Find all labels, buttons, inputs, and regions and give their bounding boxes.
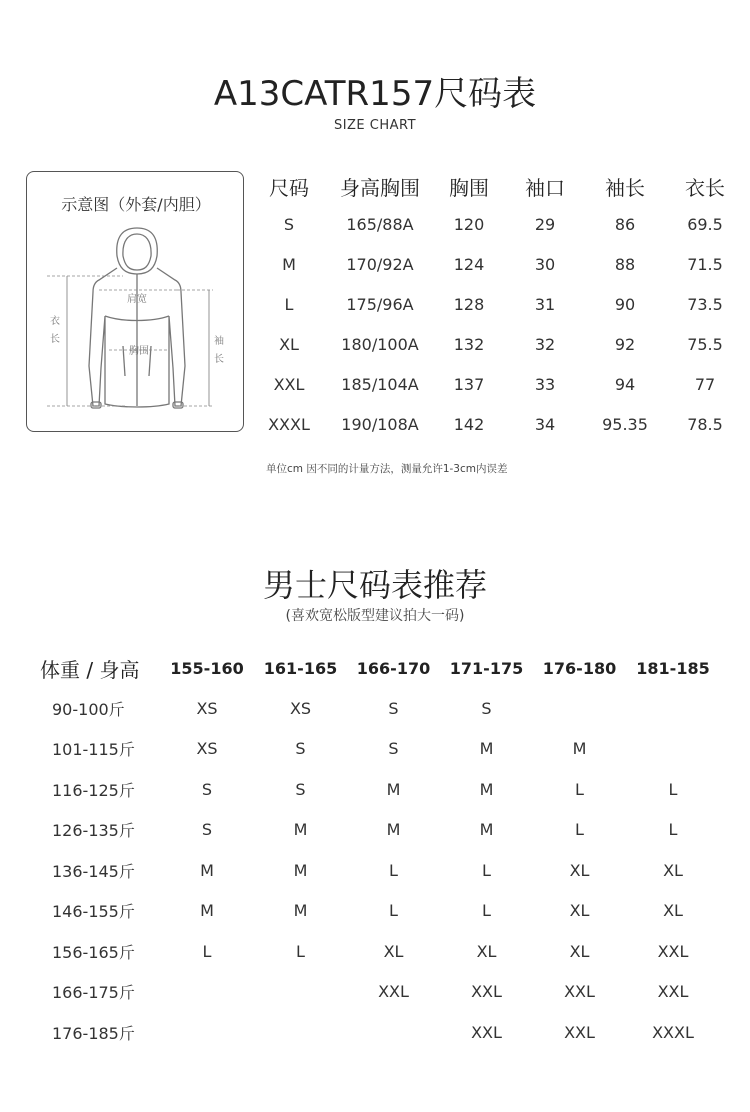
table-row <box>34 891 720 932</box>
spec-header-cell: 尺码 <box>269 175 309 200</box>
size-cell <box>347 1012 440 1053</box>
weight-row-header: 156-165斤 <box>52 942 135 962</box>
weight-row-header: 90-100斤 <box>52 699 125 719</box>
page-title: A13CATR157尺码表 <box>213 74 537 114</box>
size-cell: M <box>200 860 214 880</box>
weight-row-header: 116-125斤 <box>52 780 135 800</box>
height-column-header: 161-165 <box>263 658 338 678</box>
size-cell: XL <box>663 901 683 921</box>
sleeve-label-2: 长 <box>214 354 224 365</box>
weight-row-header: 166-175斤 <box>52 983 135 1003</box>
spec-cell: 32 <box>534 334 556 354</box>
size-cell <box>626 688 720 729</box>
size-cell: XS <box>196 698 218 718</box>
spec-cell: 33 <box>534 374 556 394</box>
spec-cell: 88 <box>614 254 636 274</box>
spec-cell: 90 <box>614 294 636 314</box>
recommend-title: 男士尺码表推荐 <box>262 566 487 604</box>
size-spec-table <box>252 168 746 444</box>
table-row <box>34 850 720 891</box>
shoulder-label: 肩宽 <box>127 294 147 305</box>
size-cell: M <box>479 739 494 759</box>
corner-header: 体重 / 身高 <box>40 657 140 682</box>
size-cell: L <box>389 901 398 921</box>
height-column-header: 155-160 <box>170 658 244 678</box>
weight-row-header: 136-145斤 <box>52 861 135 881</box>
size-cell: S <box>201 820 213 840</box>
size-cell: XL <box>476 941 497 961</box>
recommend-subtitle: (喜欢宽松版型建议拍大一码) <box>285 608 465 624</box>
spec-cell: 73.5 <box>687 294 723 314</box>
table-row <box>252 204 746 244</box>
spec-cell: XL <box>279 334 299 354</box>
spec-cell: 170/92A <box>346 254 414 274</box>
size-cell: XL <box>383 941 404 961</box>
spec-cell: 190/108A <box>341 414 419 434</box>
table-row <box>252 244 746 284</box>
size-cell: M <box>386 820 401 840</box>
spec-cell: 86 <box>614 214 636 234</box>
spec-cell: 29 <box>534 214 556 234</box>
spec-cell: S <box>283 214 295 234</box>
height-column-header: 181-185 <box>636 658 710 678</box>
size-cell: XXL <box>471 982 502 1002</box>
table-row <box>34 810 720 851</box>
size-cell <box>533 688 626 729</box>
weight-row-header: 101-115斤 <box>52 740 135 760</box>
spec-header-cell: 胸围 <box>449 175 489 200</box>
size-cell: S <box>295 739 306 759</box>
jacket-outline-icon <box>27 216 245 426</box>
size-cell: M <box>386 779 401 799</box>
size-cell: M <box>479 779 494 799</box>
weight-row-header: 176-185斤 <box>52 1023 135 1043</box>
table-row <box>34 769 720 810</box>
size-cell <box>626 729 720 770</box>
table-row <box>252 404 746 444</box>
spec-header-cell: 袖长 <box>605 175 645 200</box>
size-cell: XL <box>569 941 590 961</box>
spec-cell: 124 <box>453 254 485 274</box>
diagram-caption: 示意图（外套/内胆） <box>61 195 211 214</box>
spec-cell: 92 <box>614 334 636 354</box>
spec-cell: 132 <box>453 334 485 354</box>
size-cell: L <box>389 860 398 880</box>
size-cell: L <box>482 901 491 921</box>
size-cell <box>160 1012 254 1053</box>
size-cell: XL <box>569 901 590 921</box>
weight-row-header: 126-135斤 <box>52 821 135 841</box>
table-row <box>34 688 720 729</box>
size-cell: S <box>201 779 213 799</box>
size-cell <box>254 972 347 1013</box>
spec-cell: 137 <box>453 374 485 394</box>
table-row <box>34 931 720 972</box>
size-cell: XXL <box>657 941 689 961</box>
size-cell: M <box>293 860 308 880</box>
length-label-2: 长 <box>50 334 60 345</box>
spec-cell: XXL <box>273 374 305 394</box>
spec-header-cell: 身高胸围 <box>340 175 420 200</box>
spec-cell: 180/100A <box>341 334 419 354</box>
size-cell: M <box>572 739 587 759</box>
size-cell: XL <box>569 860 590 880</box>
size-cell: M <box>479 820 494 840</box>
size-cell: L <box>202 941 212 961</box>
size-cell: S <box>295 779 306 799</box>
diagram-panel <box>26 171 244 432</box>
spec-cell: 75.5 <box>687 334 723 354</box>
table-row <box>252 284 746 324</box>
spec-cell: 165/88A <box>346 214 414 234</box>
table-row <box>34 729 720 770</box>
table-row <box>34 972 720 1013</box>
spec-cell: 175/96A <box>346 294 414 314</box>
spec-header-row <box>252 168 746 204</box>
size-cell <box>254 1012 347 1053</box>
size-cell: XXXL <box>652 1022 694 1042</box>
sleeve-label-1: 袖 <box>214 336 224 347</box>
size-cell: XXL <box>564 1022 595 1042</box>
size-cell: XXL <box>657 982 689 1002</box>
spec-cell: 120 <box>453 214 485 234</box>
size-cell: L <box>668 820 678 840</box>
table-row <box>252 324 746 364</box>
page-subtitle: SIZE CHART <box>333 118 417 133</box>
size-cell: L <box>575 820 584 840</box>
size-cell: L <box>575 779 584 799</box>
size-cell: S <box>388 698 399 718</box>
size-cell: S <box>481 698 492 718</box>
spec-cell: 78.5 <box>687 414 723 434</box>
spec-cell: 95.35 <box>602 414 648 434</box>
spec-cell: 142 <box>453 414 485 434</box>
recommend-header-row <box>34 648 720 688</box>
spec-cell: L <box>284 294 294 314</box>
size-cell: L <box>482 860 491 880</box>
size-cell: M <box>293 820 308 840</box>
size-cell: XXL <box>564 982 595 1002</box>
spec-cell: 71.5 <box>687 254 723 274</box>
size-cell: M <box>293 901 308 921</box>
height-column-header: 171-175 <box>449 658 524 678</box>
size-cell: XXL <box>471 1022 502 1042</box>
length-label-1: 衣 <box>50 316 60 327</box>
spec-header-cell: 衣长 <box>685 175 725 200</box>
size-cell: XXL <box>378 982 409 1002</box>
chest-label: 胸围 <box>129 346 149 357</box>
table-row <box>34 1012 720 1053</box>
spec-header-cell: 袖口 <box>525 175 565 200</box>
height-column-header: 166-170 <box>356 658 431 678</box>
measurement-note: 单位cm 因不同的计量方法，测量允许1-3cm内误差 <box>266 463 508 475</box>
size-cell: L <box>668 779 678 799</box>
height-column-header: 176-180 <box>542 658 617 678</box>
spec-cell: 77 <box>694 374 716 394</box>
spec-cell: 185/104A <box>341 374 419 394</box>
size-cell: XL <box>663 860 683 880</box>
size-cell: M <box>200 901 214 921</box>
size-cell <box>160 972 254 1013</box>
spec-cell: 34 <box>534 414 556 434</box>
recommend-table <box>34 648 720 1053</box>
spec-cell: 69.5 <box>687 214 723 234</box>
spec-cell: 94 <box>614 374 636 394</box>
size-cell: XS <box>196 739 218 759</box>
size-cell: S <box>388 739 399 759</box>
spec-cell: M <box>282 254 296 274</box>
table-row <box>252 364 746 404</box>
spec-cell: XXXL <box>268 414 310 434</box>
size-cell: XS <box>289 698 312 718</box>
weight-row-header: 146-155斤 <box>52 902 135 922</box>
spec-cell: 30 <box>534 254 556 274</box>
size-cell: L <box>296 941 305 961</box>
spec-cell: 31 <box>534 294 556 314</box>
spec-cell: 128 <box>453 294 485 314</box>
